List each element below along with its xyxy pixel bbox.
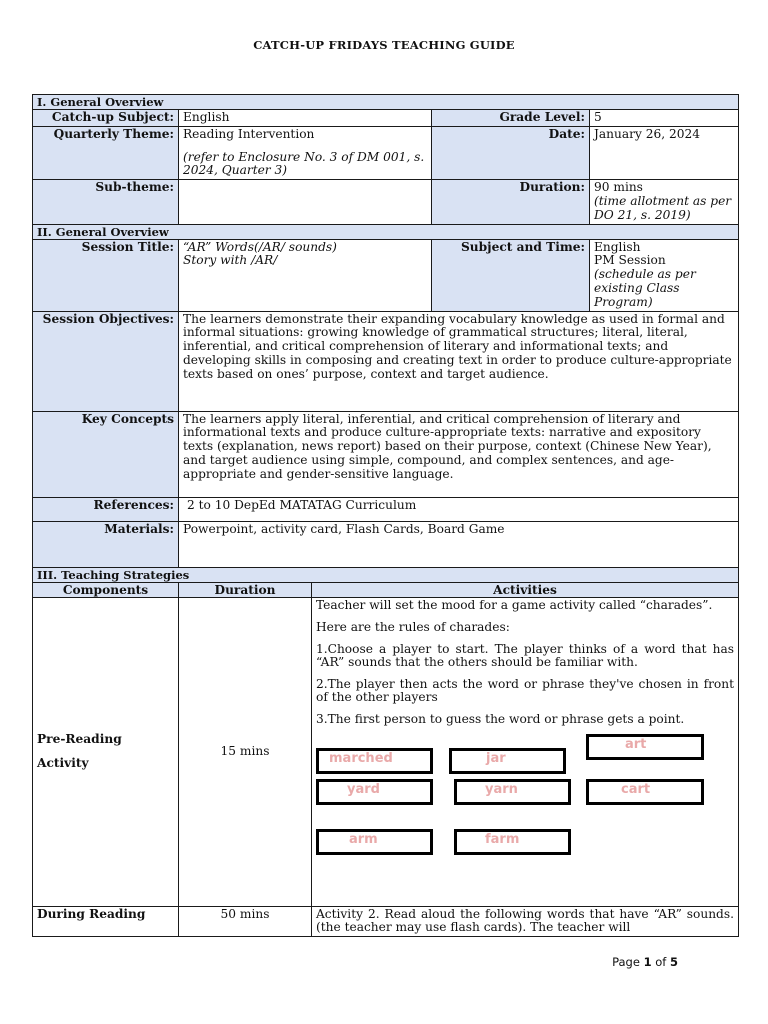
date-value: January 26, 2024 (590, 126, 739, 179)
during-reading-component: During Reading (33, 907, 179, 937)
overview-table (32, 94, 739, 572)
during-reading-text: Activity 2. Read aloud the following words that have “AR” sounds. (the teacher may use flash cards). The teacher will (312, 907, 739, 937)
word-card-cart: cart (586, 779, 704, 805)
subject-time-note: (schedule as per existing Class Program) (594, 267, 696, 309)
word-card-art: art (586, 734, 704, 760)
page-of: of (655, 955, 667, 969)
key-concepts-value: The learners apply literal, inferential, and critical comprehension of literary and informational texts and produce culture-appropriate texts: narrative and expository texts (explanation, news report) based on their purpose, context (Chinese New Year), and target audience using simple, compound, and complex sentences, and age-appropriate and gender-sensitive language. (179, 411, 739, 497)
references-value: 2 to 10 DepEd MATATAG Curriculum (179, 497, 739, 521)
theme-cell (179, 126, 432, 179)
word-card-marched: marched (316, 748, 433, 774)
session-title-line2: Story with /AR/ (183, 253, 278, 268)
section-2-heading: II. General Overview (33, 224, 739, 239)
session-title-line1: “AR” Words(/AR/ sounds) (183, 239, 337, 254)
materials-label: Materials: (33, 521, 179, 571)
subject-time-cell (590, 239, 739, 311)
during-reading-duration: 50 mins (179, 907, 312, 937)
pre-reading-duration: 15 mins (179, 598, 312, 907)
page-word: Page (612, 955, 640, 969)
date-label: Date: (432, 126, 590, 179)
duration-label: Duration: (432, 180, 590, 224)
duration-note: (time allotment as per DO 21, s. 2019) (594, 193, 732, 222)
page-title: CATCH-UP FRIDAYS TEACHING GUIDE (253, 38, 515, 52)
objectives-label: Session Objectives: (33, 311, 179, 411)
duration-value: 90 mins (594, 180, 643, 195)
rule-1: 1.Choose a player to start. The player thinks of a word that has “AR” sounds that the others should be familiar with. (316, 642, 734, 669)
section-3-heading: III. Teaching Strategies (33, 568, 739, 583)
word-card-yarn: yarn (454, 779, 571, 805)
rule-2: 2.The player then acts the word or phrase they've chosen in front of the other players (316, 677, 734, 704)
word-card-jar: jar (449, 748, 566, 774)
pre-reading-line1: Pre-Reading (37, 732, 122, 747)
col-components: Components (33, 583, 179, 598)
grade-label: Grade Level: (432, 110, 590, 127)
intro-text: Teacher will set the mood for a game activity called “charades”. (316, 598, 713, 612)
pre-reading-line2: Activity (37, 756, 89, 770)
session-title-cell (179, 239, 432, 311)
subject-time-label: Subject and Time: (432, 239, 590, 311)
strategies-table (32, 567, 739, 937)
word-cards (316, 732, 734, 852)
subject-time-line2: PM Session (594, 253, 666, 268)
word-card-farm: farm (454, 829, 571, 855)
theme-value: Reading Intervention (183, 126, 315, 141)
section-1-heading: I. General Overview (33, 95, 739, 110)
word-card-arm: arm (316, 829, 433, 855)
col-activities: Activities (312, 583, 739, 598)
page-total: 5 (669, 955, 678, 969)
col-duration: Duration (179, 583, 312, 598)
subject-value: English (179, 110, 432, 127)
rules-heading: Here are the rules of charades: (316, 620, 510, 634)
key-concepts-label: Key Concepts (33, 411, 179, 497)
session-title-label: Session Title: (33, 239, 179, 311)
references-label: References: (33, 497, 179, 521)
duration-cell (590, 180, 739, 224)
page-current: 1 (643, 955, 652, 969)
subject-time-line1: English (594, 239, 641, 254)
pre-reading-activities (312, 598, 739, 907)
materials-value: Powerpoint, activity card, Flash Cards, Board Game (179, 521, 739, 571)
theme-note: (refer to Enclosure No. 3 of DM 001, s. 2024, Quarter 3) (183, 149, 425, 178)
theme-label: Quarterly Theme: (33, 126, 179, 179)
subtheme-value (179, 180, 432, 224)
objectives-value: The learners demonstrate their expanding vocabulary knowledge as used in formal and informal situations: growing knowledge of grammatical structures; literal, literal, inferential, and critical comprehension of literary and informational texts; and developing skills in composing and creating text in order to produce culture-appropriate texts based on ones’ purpose, context and target audience. (179, 311, 739, 411)
word-card-yard: yard (316, 779, 433, 805)
page-footer (612, 955, 678, 969)
rule-3: 3.The first person to guess the word or phrase gets a point. (316, 712, 685, 726)
grade-value: 5 (590, 110, 739, 127)
pre-reading-component (33, 598, 179, 907)
subject-label: Catch-up Subject: (33, 110, 179, 127)
subtheme-label: Sub-theme: (33, 180, 179, 224)
